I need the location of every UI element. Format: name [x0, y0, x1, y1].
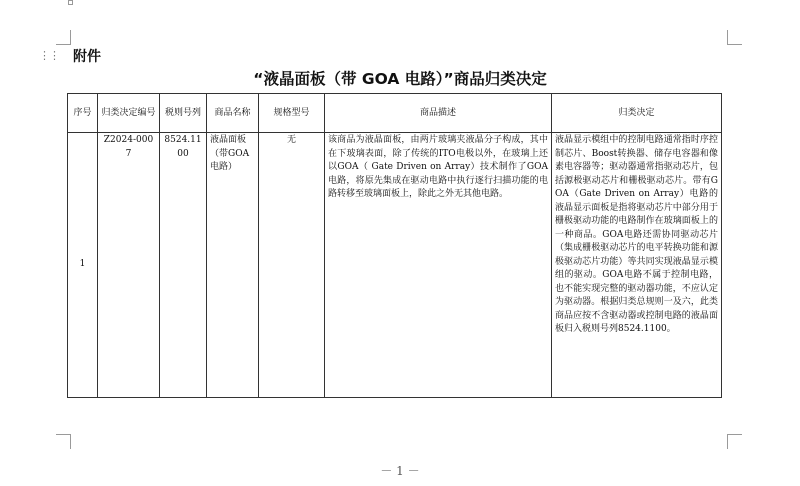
margin-corner-bottom-left	[56, 434, 71, 449]
ruling-table	[67, 93, 722, 398]
header-decision-no: 归类决定编号	[98, 94, 160, 133]
cell-description: 该商品为液晶面板，由两片玻璃夹液晶分子构成，其中在下玻璃表面，除了传统的ITO电极以外，在玻璃上还以GOA（ Gate Driven on Array）技术制作了GOA电路，将原先集成在驱动电路中执行逐行扫描功能的电路转移至玻璃面板上，除此之外无其他电路。	[325, 133, 552, 398]
margin-corner-top-left	[56, 30, 71, 45]
cell-product-name: 液晶面板（带GOA电路）	[207, 133, 259, 398]
table-row	[68, 133, 722, 398]
cell-seq: 1	[68, 133, 98, 398]
cell-decision-no: Z2024-0007	[98, 133, 160, 398]
document-title: “液晶面板（带 GOA 电路）”商品归类决定	[253, 70, 547, 88]
header-description: 商品描述	[325, 94, 552, 133]
cell-ruling: 液晶显示模组中的控制电路通常指时序控制芯片、Boost转换器、储存电容器和像素电容器等；驱动器通常指驱动芯片，包括源极驱动芯片和栅极驱动芯片。带有GOA（Gate Driven on Array）电路的液晶显示面板是指将驱动芯片中部分用于栅极驱动功能的电路制作在玻璃面板上的一种商品。GOA电路还需协同驱动芯片（集成栅极驱动芯片的电平转换功能和源极驱动芯片功能）等共同实现液晶显示模组的驱动。GOA电路不属于控制电路，也不能实现完整的驱动器功能，不应认定为驱动器。根据归类总规则一及六，此类商品应按不含驱动器或控制电路的液晶面板归入税则号列8524.1100。	[552, 133, 722, 398]
margin-corner-top-right	[727, 30, 742, 45]
page-number: － 1 －	[380, 464, 420, 478]
page-edge-marker	[68, 0, 73, 5]
drag-handle-icon[interactable]: ⋮⋮	[39, 49, 59, 62]
cell-tariff-no: 8524.1100	[160, 133, 207, 398]
cell-spec-model: 无	[259, 133, 325, 398]
margin-corner-bottom-right	[727, 434, 742, 449]
header-ruling: 归类决定	[552, 94, 722, 133]
table-header-row	[68, 94, 722, 133]
attachment-label: 附件	[73, 49, 101, 65]
header-tariff-no: 税则号列	[160, 94, 207, 133]
header-product-name: 商品名称	[207, 94, 259, 133]
header-seq: 序号	[68, 94, 98, 133]
header-spec-model: 规格型号	[259, 94, 325, 133]
